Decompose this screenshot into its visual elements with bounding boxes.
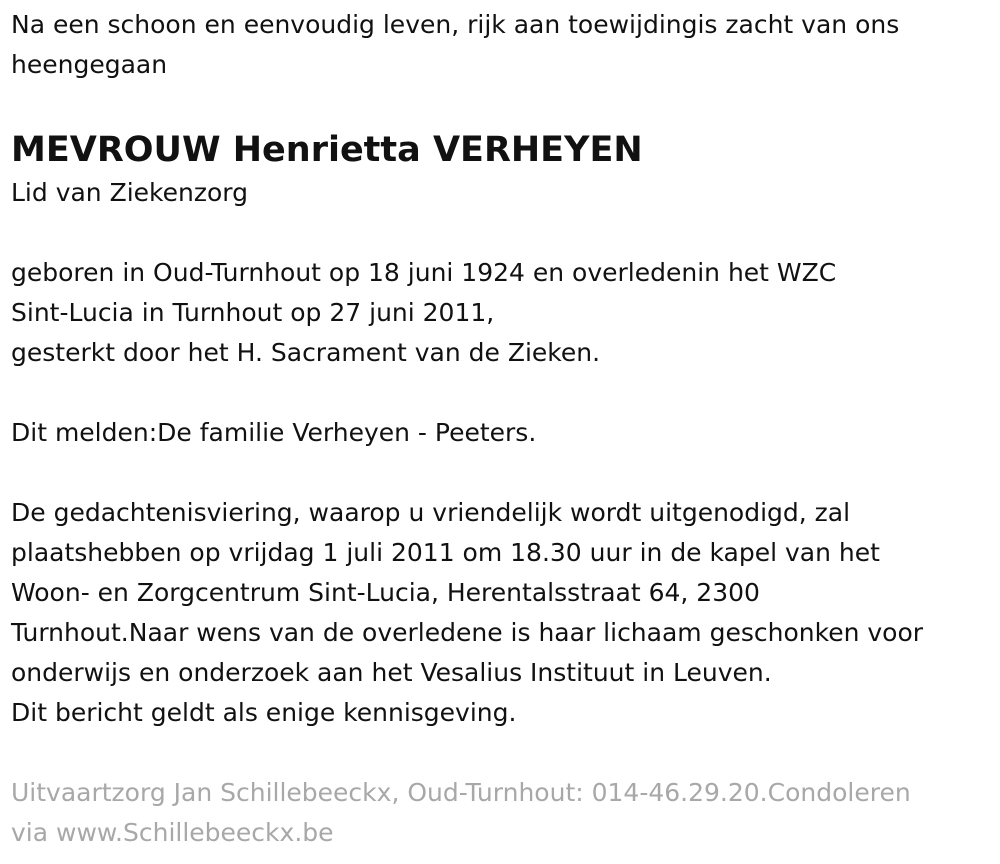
funeral-home-footer: Uitvaartzorg Jan Schillebeeckx, Oud-Turnhout: 014-46.29.20.Condoleren via www.Schillebeeckx.be xyxy=(11,778,911,847)
membership-subtitle: Lid van Ziekenzorg xyxy=(11,178,248,207)
spacer xyxy=(11,213,991,253)
spacer xyxy=(11,453,991,493)
spacer xyxy=(11,733,991,773)
spacer xyxy=(11,373,991,413)
intro-text: Na een schoon en eenvoudig leven, rijk aan toewijdingis zacht van ons heengegaan xyxy=(11,10,900,79)
ceremony-text: De gedachtenisviering, waarop u vriendelijk wordt uitgenodigd, zal plaatshebben op vrijdag 1 juli 2011 om 18.30 uur in de kapel van het Woon- en Zorgcentrum Sint-Lucia, Herentalsstraat 64, 2300 Turnhout.Naar wens van de overledene is haar lichaam geschonken voor onderwijs en onderzoek aan het Vesalius Instituut in Leuven. Dit bericht geldt als enige kennisgeving. xyxy=(11,498,924,727)
death-notice xyxy=(11,5,991,853)
name-block xyxy=(11,125,991,213)
birth-death-text: geboren in Oud-Turnhout op 18 juni 1924 en overledenin het WZC Sint-Lucia in Turnhout op 27 juni 2011, gesterkt door het H. Sacrament van de Zieken. xyxy=(11,258,837,367)
family-text: Dit melden:De familie Verheyen - Peeters. xyxy=(11,418,537,447)
deceased-name: MEVROUW Henrietta VERHEYEN xyxy=(11,130,643,170)
